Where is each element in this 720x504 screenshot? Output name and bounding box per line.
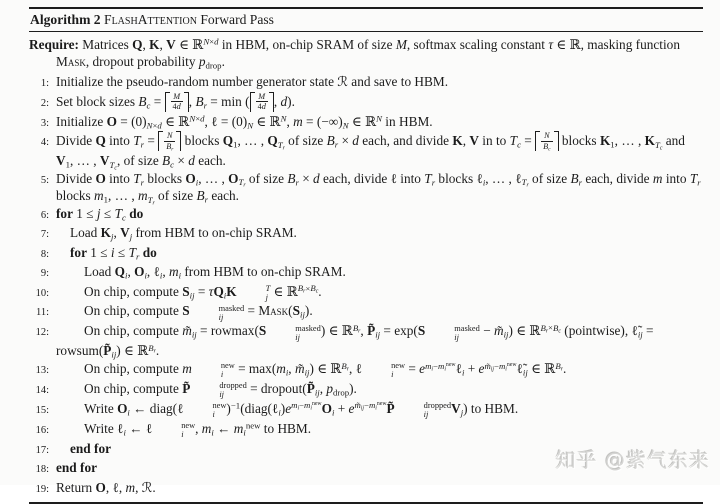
line-content: end for [70,440,111,456]
line-number: 9: [40,268,49,279]
line-content: Set block sizes $B_c$ = $\frac{M}{4d}$ , $B_r = \min$ ( $\frac{M}{4d}$ , d). [56,91,295,111]
line-content: for $1 \le i \le T_r$ do [70,244,157,262]
line-content: Return O, ℓ, m, ℛ. [56,479,156,496]
algorithm-line [29,322,703,359]
algorithm-line [29,93,703,113]
algorithm-line [29,479,703,499]
algorithm-line [29,132,703,170]
line-number: 6: [40,209,49,221]
line-number: 10: [35,287,49,299]
algorithm-line [29,302,703,322]
line-content: Write ℓ$_i$ ← ℓ new i , $m_i$ ← $m_i^{new}$ to HBM. [84,420,312,439]
line-number: 12: [35,327,49,339]
line-number: 19: [35,483,49,495]
line-number: 14: [35,384,49,396]
algorithm-line [29,420,703,440]
algorithm-line [29,283,703,303]
line-content: Load $Q_i$, $O_i$, ℓ$_i$, $m_i$ from HBM to on-chip SRAM. [84,264,346,281]
algorithm-line [29,263,703,283]
line-number: 2: [40,97,49,109]
line-number: 13: [35,364,49,376]
line-number: 7: [40,229,49,240]
line-content: On chip, compute S masked ij = $Mask(S_{ij})$. [84,303,313,322]
algorithm-line [29,170,703,205]
line-content: end for [56,460,97,476]
line-content: for $1 \le j \le T_c$ do [56,205,144,223]
line-number: 3: [40,117,49,129]
line-content: Initialize the pseudo-random number generator state ℛ and save to HBM. [56,74,449,90]
algorithm-title: Algorithm 2 FlashAttention Forward Pass [30,12,274,27]
line-number: 4: [40,137,49,149]
algorithm-box [29,7,703,504]
algorithm-lines [29,73,703,498]
line-number: 11: [35,307,49,319]
algorithm-line [29,73,703,93]
require-block: Require: Matrices Q, K, V ∈ ℝ$^{N\times d}$ in HBM, on-chip SRAM of size M, softmax scaling constant τ ∈ ℝ, masking function Mask, dropout probability $p_{drop}$. [29,36,680,71]
algorithm-line [29,380,703,400]
line-content: Initialize $O = (0)_{N\times d}$ ∈ ℝ$^{N\times d}$, ℓ = $(0)_N$ ∈ ℝ$^N$, $m = (-\infty)_N$ ∈ ℝ$^N$ in HBM. [56,113,433,131]
line-number: 18: [35,464,49,476]
line-number: 16: [35,424,49,436]
algorithm-line [29,224,703,244]
zhihu-watermark: 知乎 @紫气东来 [555,448,710,472]
algorithm-line [29,400,703,420]
algorithm-line [29,360,703,380]
line-number: 17: [35,444,49,456]
line-content: Write $O_i$ ← diag(ℓ new i )$^{-1}(diag(\ell_i)e^{m_i-m_i^{new}}O_i$ + $e^{m̃_{ij}-m_i^{new}}P̃$ dropped ij $V_j$) to HBM. [84,400,519,420]
line-content: On chip, compute $m̃_{ij} = rowmax(S$ masked ij ) ∈ ℝ$^{B_r}$, $P̃_{ij} = \exp(S$ masked ij − $m̃_{ij}$) ∈ ℝ$^{B_r\times B_c}$ (pointwise), $\ell̃_{ij}$ = $rowsum(P̃_{ij})$ ∈ ℝ$^{B_r}$. [56,323,654,361]
line-number: 1: [40,78,49,89]
algorithm-line [29,205,703,225]
line-number: 5: [40,174,49,186]
line-content: Divide Q into $T_r$ = $\frac{N}{B_r}$ blocks $Q_1$, … , $Q_{T_r}$ of size $B_r \times d$ each, and divide K, V in to $T_c$ = $\frac{N}{B_c}$ blocks $K_1$, … , $K_{T_c}$ and $V_1$, … , $V_{T_c}$, of size $B_c \times d$ each. [56,131,685,172]
algorithm-line [29,244,703,264]
line-number: 15: [35,404,49,416]
line-content: On chip, compute $S_{ij} = \tau Q_iK$ T j ∈ ℝ$^{B_r\times B_c}$. [84,283,322,302]
line-content: Divide O into $T_r$ blocks $O_i$, … , $O_{T_r}$ of size $B_r \times d$ each, divide ℓ into $T_r$ blocks ℓ$_i$, … , ℓ$_{T_r}$ of size $B_r$ each, divide m into $T_r$ blocks $m_1$, … , $m_{T_r}$ of size $B_r$ each. [56,170,701,207]
line-content: On chip, compute m new i = $\max(m_i$, $m̃_{ij}$) ∈ ℝ$^{B_r}$, ℓ new i = $e^{m_i-m_i^{new}}\ell_i$ + $e^{m̃_{ij}-m_i^{new}}\ell̃_{ij}$ ∈ ℝ$^{B_r}$. [84,360,567,380]
algorithm-line [29,113,703,133]
line-number: 8: [40,248,49,260]
line-content: On chip, compute P̃ dropped ij = $dropout(P̃_{ij}$, $p_{drop}$). [84,380,357,400]
line-content: Load $K_j$, $V_j$ from HBM to on-chip SRAM. [70,225,297,242]
